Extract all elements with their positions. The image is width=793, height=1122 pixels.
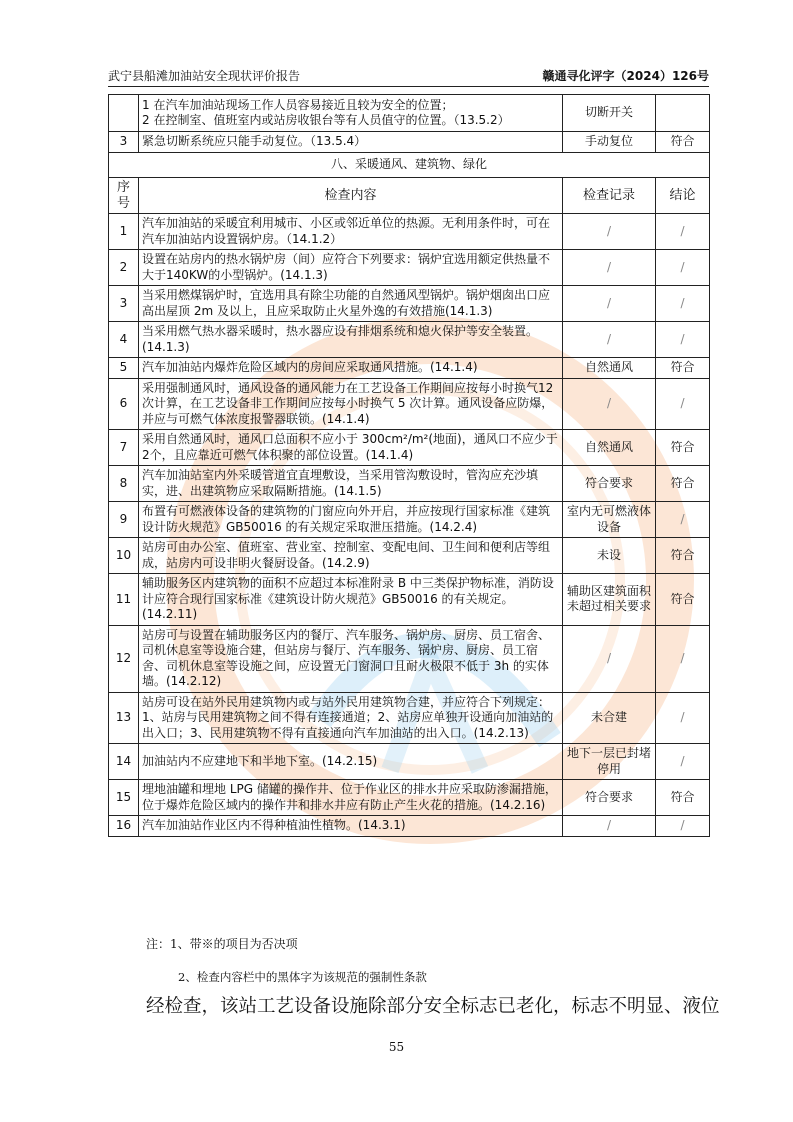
table-row [109, 692, 710, 744]
row-content: 采用自然通风时，通风口总面积不应小于 300cm²/m²(地面)，通风口不应少于2个，且应靠近可燃气体积聚的部位设置。(14.1.4) [139, 430, 563, 466]
report-number-header: 赣通寻化评字（2024）126号 [542, 69, 709, 83]
table-row [109, 538, 710, 574]
row-seq: 8 [109, 466, 139, 502]
row-result: / [656, 502, 710, 538]
row-result: / [656, 286, 710, 322]
row-result: 符合 [656, 574, 710, 626]
row-record: / [563, 322, 656, 358]
row-content: 当采用燃气热水器采暖时，热水器应设有排烟系统和熄火保护等安全装置。(14.1.3) [139, 322, 563, 358]
row-seq: 5 [109, 358, 139, 379]
row-result: 符合 [656, 538, 710, 574]
row-record: / [563, 625, 656, 692]
row-record: 室内无可燃液体设备 [563, 502, 656, 538]
row-result: / [656, 692, 710, 744]
column-header-row [109, 178, 710, 214]
row-content: 站房可与设置在辅助服务区内的餐厅、汽车服务、锅炉房、厨房、员工宿舍、司机休息室等设施合建，但站房与餐厅、汽车服务、锅炉房、厨房、员工宿舍、司机休息室等设施之间，应设置无门窗洞口且耐火极限不低于 3h 的实体墙。(14.2.12) [139, 625, 563, 692]
table-row [109, 502, 710, 538]
row-record: 未合建 [563, 692, 656, 744]
row-content: 紧急切断系统应只能手动复位。（13.5.4） [139, 132, 563, 153]
continued-rows [109, 95, 710, 214]
row-seq: 14 [109, 744, 139, 780]
row-result: 符合 [656, 466, 710, 502]
table-row [109, 816, 710, 837]
row-seq: 1 [109, 214, 139, 250]
row-content: 埋地油罐和埋地 LPG 储罐的操作井、位于作业区的排水井应采取防渗漏措施，位于爆炸危险区域内的操作井和排水井应有防止产生火花的措施。(14.2.16) [139, 780, 563, 816]
row-content: 1 在汽车加油站现场工作人员容易接近且较为安全的位置； 2 在控制室、值班室内或站房收银台等有人员值守的位置。（13.5.2） [139, 95, 563, 132]
row-content: 布置有可燃液体设备的建筑物的门窗应向外开启，并应按现行国家标准《建筑设计防火规范》GB50016 的有关规定采取泄压措施。(14.2.4) [139, 502, 563, 538]
row-result: / [656, 378, 710, 430]
section-row [109, 153, 710, 178]
row-content: 汽车加油站的采暖宜利用城市、小区或邻近单位的热源。无利用条件时，可在汽车加油站内设置锅炉房。（14.1.2） [139, 214, 563, 250]
row-seq: 10 [109, 538, 139, 574]
row-record: 符合要求 [563, 780, 656, 816]
table-row [109, 744, 710, 780]
row-record: / [563, 286, 656, 322]
row-result: / [656, 744, 710, 780]
row-record: 辅助区建筑面积未超过相关要求 [563, 574, 656, 626]
table-row [109, 95, 710, 132]
table-row [109, 132, 710, 153]
row-seq: 4 [109, 322, 139, 358]
row-seq [109, 95, 139, 132]
table-row [109, 322, 710, 358]
header-divider [108, 86, 709, 87]
row-content: 辅助服务区内建筑物的面积不应超过本标准附录 B 中三类保护物标准，消防设计应符合现行国家标准《建筑设计防火规范》GB50016 的有关规定。(14.2.11) [139, 574, 563, 626]
row-record: 切断开关 [563, 95, 656, 132]
row-seq: 7 [109, 430, 139, 466]
column-header-content: 检查内容 [139, 178, 563, 214]
row-record: 符合要求 [563, 466, 656, 502]
row-seq: 11 [109, 574, 139, 626]
note-mandatory-clauses: 2、检查内容栏中的黑体字为该规范的强制性条款 [178, 970, 427, 984]
column-header-record: 检查记录 [563, 178, 656, 214]
table-row [109, 780, 710, 816]
table-row [109, 358, 710, 379]
row-record: 手动复位 [563, 132, 656, 153]
inspection-rows [109, 214, 710, 837]
row-result: / [656, 214, 710, 250]
row-result: 符合 [656, 132, 710, 153]
row-result: 符合 [656, 430, 710, 466]
row-content: 汽车加油站作业区内不得种植油性植物。(14.3.1) [139, 816, 563, 837]
row-result: / [656, 625, 710, 692]
row-seq: 12 [109, 625, 139, 692]
report-title-header: 武宁县船滩加油站安全现状评价报告 [108, 69, 301, 83]
notes [146, 935, 427, 984]
column-header-seq: 序号 [109, 178, 139, 214]
table-row [109, 250, 710, 286]
table-row [109, 214, 710, 250]
row-content: 站房可设在站外民用建筑物内或与站外民用建筑物合建，并应符合下列规定：1、站房与民用建筑物之间不得有连接通道；2、站房应单独开设通向加油站的出入口；3、民用建筑物不得有直接通向汽车加油站的出入口。(14.2.13) [139, 692, 563, 744]
row-record: / [563, 816, 656, 837]
row-record: / [563, 214, 656, 250]
row-seq: 3 [109, 132, 139, 153]
row-record: 自然通风 [563, 358, 656, 379]
row-seq: 9 [109, 502, 139, 538]
row-record: 未设 [563, 538, 656, 574]
column-header-result: 结论 [656, 178, 710, 214]
inspection-table [108, 94, 710, 837]
row-result: / [656, 816, 710, 837]
row-seq: 3 [109, 286, 139, 322]
section-title: 八、采暖通风、建筑物、绿化 [109, 153, 710, 178]
row-seq: 16 [109, 816, 139, 837]
row-content: 设置在站房内的热水锅炉房（间）应符合下列要求：锅炉宜选用额定供热量不大于140KW的小型锅炉。(14.1.3) [139, 250, 563, 286]
row-content: 采用强制通风时，通风设备的通风能力在工艺设备工作期间应按每小时换气12次计算，在工艺设备非工作期间应按每小时换气 5 次计算。通风设备应防爆，并应与可燃气体浓度报警器联锁。(14.1.4) [139, 378, 563, 430]
row-result: / [656, 322, 710, 358]
row-content: 当采用燃煤锅炉时，宜选用具有除尘功能的自然通风型锅炉。锅炉烟囱出口应高出屋顶 2m 及以上，且应采取防止火星外逸的有效措施(14.1.3) [139, 286, 563, 322]
table-row [109, 466, 710, 502]
row-seq: 2 [109, 250, 139, 286]
table-row [109, 625, 710, 692]
table-row [109, 286, 710, 322]
row-result: 符合 [656, 780, 710, 816]
row-content: 站房可由办公室、值班室、营业室、控制室、变配电间、卫生间和便利店等组成，站房内可设非明火餐厨设备。(14.2.9) [139, 538, 563, 574]
row-content: 汽车加油站内爆炸危险区域内的房间应采取通风措施。(14.1.4) [139, 358, 563, 379]
table-row [109, 378, 710, 430]
body-paragraph: 经检查，该站工艺设备设施除部分安全标志已老化，标志不明显、液位 [146, 996, 720, 1017]
note-veto-items: 注：1、带※的项目为否决项 [146, 937, 298, 951]
page-number: 55 [388, 1040, 405, 1054]
row-record: 地下一层已封堵停用 [563, 744, 656, 780]
row-result: 符合 [656, 358, 710, 379]
row-seq: 6 [109, 378, 139, 430]
table-row [109, 574, 710, 626]
row-result: / [656, 250, 710, 286]
row-record: 自然通风 [563, 430, 656, 466]
row-record: / [563, 378, 656, 430]
row-seq: 13 [109, 692, 139, 744]
row-content: 汽车加油站室内外采暖管道宜直埋敷设，当采用管沟敷设时，管沟应充沙填实，进、出建筑物应采取隔断措施。(14.1.5) [139, 466, 563, 502]
row-seq: 15 [109, 780, 139, 816]
row-result [656, 95, 710, 132]
table-row [109, 430, 710, 466]
row-content: 加油站内不应建地下和半地下室。(14.2.15) [139, 744, 563, 780]
row-record: / [563, 250, 656, 286]
